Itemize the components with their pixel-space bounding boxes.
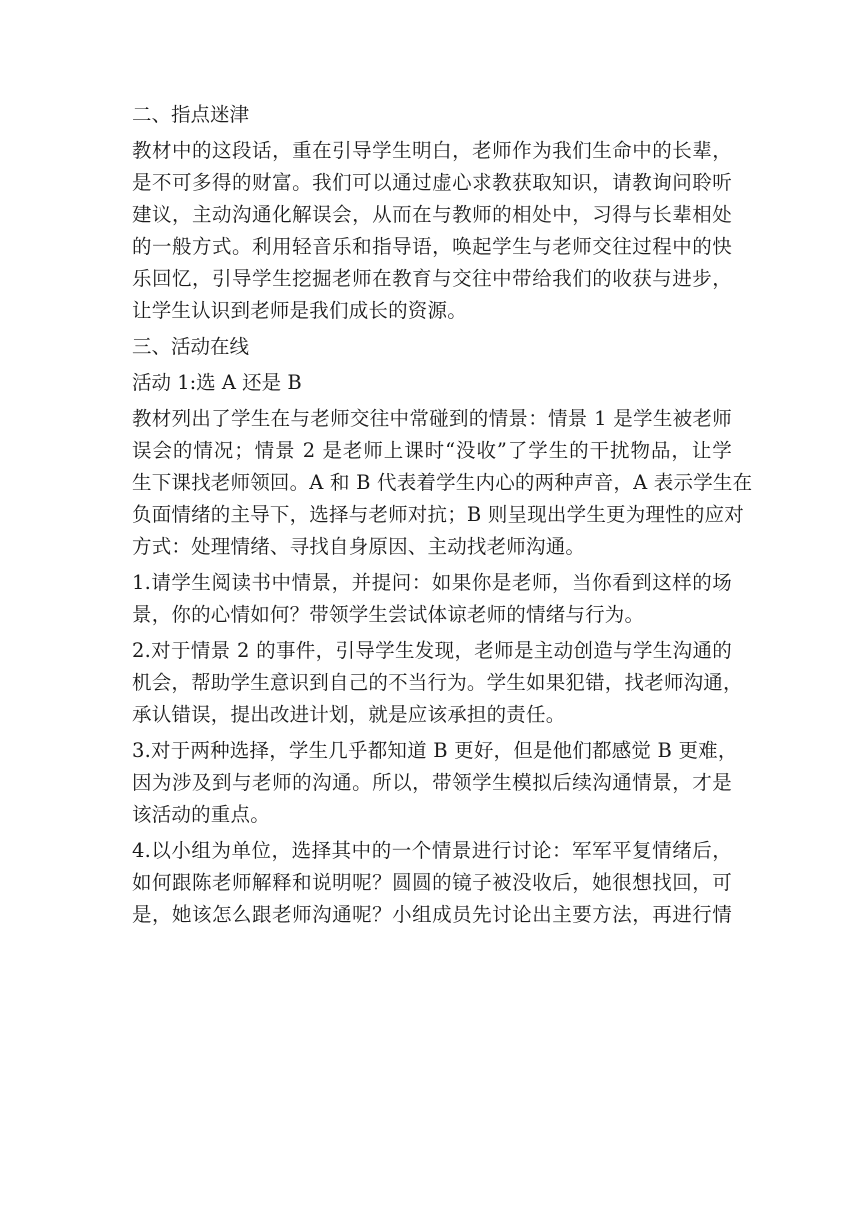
- list-item-2: [132, 635, 743, 731]
- text-line: 方式：处理情绪、寻找自身原因、主动找老师沟通。: [132, 535, 586, 558]
- text-line: 生下课找老师领回。A 和 B 代表着学生内心的两种声音，A 表示学生在: [132, 471, 753, 494]
- section-heading-3: 三、活动在线: [132, 335, 250, 358]
- activity-1-paragraph: [132, 403, 753, 563]
- section-2-paragraph: [132, 135, 732, 327]
- text-line: 1.请学生阅读书中情景，并提问：如果你是老师，当你看到这样的场: [132, 571, 732, 594]
- text-line: 因为涉及到与老师的沟通。所以，带领学生模拟后续沟通情景，才是: [132, 771, 732, 794]
- text-line: 乐回忆，引导学生挖掘老师在教育与交往中带给我们的收获与进步，: [132, 267, 732, 290]
- text-line: 机会，帮助学生意识到自己的不当行为。学生如果犯错，找老师沟通，: [132, 671, 743, 694]
- list-item-1: [132, 567, 732, 631]
- text-line: 负面情绪的主导下，选择与老师对抗；B 则呈现出学生更为理性的应对: [132, 503, 744, 526]
- document-body: [132, 99, 753, 931]
- text-line: 4.以小组为单位，选择其中的一个情景进行讨论：军军平复情绪后，: [132, 839, 732, 862]
- text-line: 如何跟陈老师解释和说明呢？圆圆的镜子被没收后，她很想找回，可: [132, 871, 732, 894]
- text-line: 建议，主动沟通化解误会，从而在与教师的相处中，习得与长辈相处: [132, 203, 732, 226]
- text-line: 的一般方式。利用轻音乐和指导语，唤起学生与老师交往过程中的快: [132, 235, 732, 258]
- text-line: 承认错误，提出改进计划，就是应该承担的责任。: [132, 703, 566, 726]
- text-line: 是，她该怎么跟老师沟通呢？小组成员先讨论出主要方法，再进行情: [132, 903, 732, 926]
- text-line: 2.对于情景 2 的事件，引导学生发现，老师是主动创造与学生沟通的: [132, 639, 732, 662]
- text-line: 教材列出了学生在与老师交往中常碰到的情景：情景 1 是学生被老师: [132, 407, 732, 430]
- text-line: 3.对于两种选择，学生几乎都知道 B 更好，但是他们都感觉 B 更难，: [132, 739, 738, 762]
- list-item-4: [132, 835, 732, 931]
- text-line: 是不可多得的财富。我们可以通过虚心求教获取知识，请教询问聆听: [132, 171, 732, 194]
- text-line: 误会的情况；情景 2 是老师上课时“没收”了学生的干扰物品，让学: [132, 439, 732, 462]
- text-line: 教材中的这段话，重在引导学生明白，老师作为我们生命中的长辈，: [132, 139, 732, 162]
- activity-1-heading: 活动 1:选 A 还是 B: [132, 371, 302, 394]
- list-item-3: [132, 735, 738, 831]
- section-heading-2: 二、指点迷津: [132, 103, 250, 126]
- text-line: 景，你的心情如何？带领学生尝试体谅老师的情绪与行为。: [132, 603, 645, 626]
- text-line: 让学生认识到老师是我们成长的资源。: [132, 299, 467, 322]
- text-line: 该活动的重点。: [132, 803, 270, 826]
